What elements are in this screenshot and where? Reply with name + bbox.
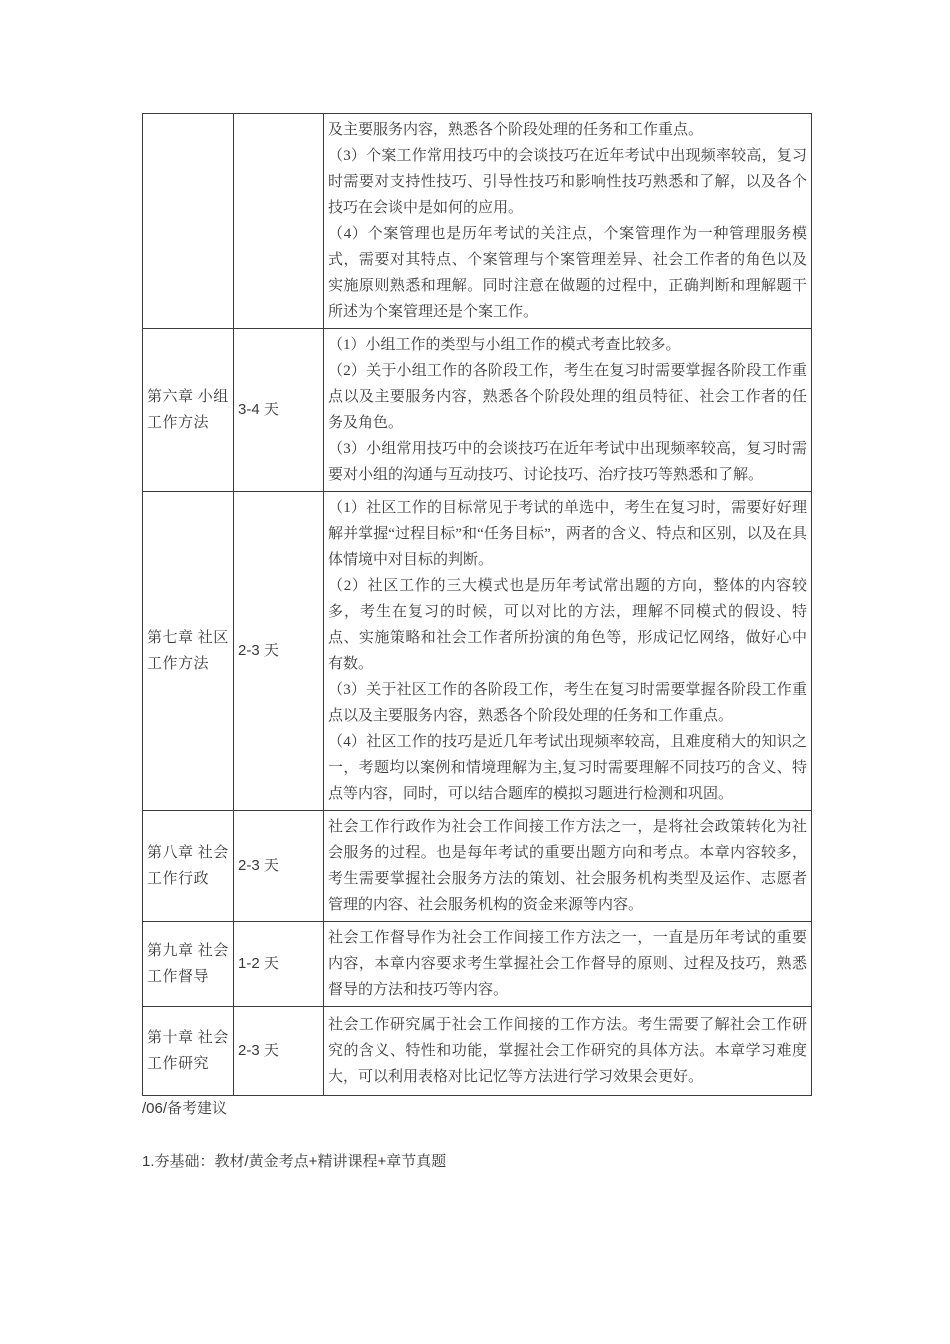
chapter-cell: 第八章 社会工作行政 (143, 811, 234, 922)
note-paragraph: （3）小组常用技巧中的会谈技巧在近年考试中出现频率较高，复习时需要对小组的沟通与互动技巧、讨论技巧、治疗技巧等熟悉和了解。 (328, 441, 807, 483)
table-row (143, 492, 812, 811)
days-cell (234, 114, 324, 329)
notes-cell (324, 922, 812, 1007)
note-paragraph: （3）个案工作常用技巧中的会谈技巧在近年考试中出现频率较高，复习时需要对支持性技巧、引导性技巧和影响性技巧熟悉和了解，以及各个技巧在会谈中是如何的应用。 (328, 148, 807, 216)
note-paragraph: （3）关于社区工作的各阶段工作，考生在复习时需要掌握各阶段工作重点以及主要服务内容，熟悉各个阶段处理的任务和工作重点。 (328, 682, 807, 724)
table-row (143, 811, 812, 922)
note-paragraph: （1）社区工作的目标常见于考试的单选中，考生在复习时，需要好好理解并掌握“过程目标”和“任务目标”，两者的含义、特点和区别，以及在具体情境中对目标的判断。 (328, 500, 807, 568)
table-row (143, 922, 812, 1007)
chapter-cell (143, 114, 234, 329)
note-paragraph: （2）关于小组工作的各阶段工作，考生在复习时需要掌握各阶段工作重点以及主要服务内容，熟悉各个阶段处理的组员特征、社会工作者的任务及角色。 (328, 363, 807, 431)
notes-cell (324, 1007, 812, 1096)
table-row (143, 329, 812, 492)
notes-cell (324, 329, 812, 492)
table-row (143, 1007, 812, 1096)
days-cell: 2-3 天 (234, 1007, 324, 1096)
section-heading: /06/备考建议 (142, 1100, 228, 1117)
note-paragraph: 社会工作行政作为社会工作间接工作方法之一，是将社会政策转化为社会服务的过程。也是每年考试的重要出题方向和考点。本章内容较多，考生需要掌握社会服务方法的策划、社会服务机构类型及运作、志愿者管理的内容、社会服务机构的资金来源等内容。 (328, 819, 807, 913)
table-row (143, 114, 812, 329)
note-paragraph: （4）个案管理也是历年考试的关注点，个案管理作为一种管理服务模式，需要对其特点、个案管理与个案管理差异、社会工作者的角色以及实施原则熟悉和理解。同时注意在做题的过程中，正确判断和理解题干所述为个案管理还是个案工作。 (328, 226, 807, 320)
notes-cell (324, 114, 812, 329)
chapter-cell: 第七章 社区工作方法 (143, 492, 234, 811)
note-paragraph: （1）小组工作的类型与小组工作的模式考查比较多。 (328, 337, 681, 353)
days-cell: 2-3 天 (234, 492, 324, 811)
chapter-cell: 第十章 社会工作研究 (143, 1007, 234, 1096)
notes-cell (324, 492, 812, 811)
advice-item: 1.夯基础：教材/黄金考点+精讲课程+章节真题 (142, 1153, 447, 1170)
chapter-cell: 第六章 小组工作方法 (143, 329, 234, 492)
days-cell: 1-2 天 (234, 922, 324, 1007)
days-cell: 3-4 天 (234, 329, 324, 492)
notes-cell (324, 811, 812, 922)
chapter-cell: 第九章 社会工作督导 (143, 922, 234, 1007)
days-cell: 2-3 天 (234, 811, 324, 922)
note-paragraph: 社会工作研究属于社会工作间接的工作方法。考生需要了解社会工作研究的含义、特性和功能，掌握社会工作研究的具体方法。本章学习难度大，可以利用表格对比记忆等方法进行学习效果会更好。 (328, 1017, 807, 1085)
note-paragraph: （4）社区工作的技巧是近几年考试出现频率较高，且难度稍大的知识之一，考题均以案例和情境理解为主,复习时需要理解不同技巧的含义、特点等内容，同时，可以结合题库的模拟习题进行检测和巩固。 (328, 734, 807, 802)
study-plan-table (142, 113, 812, 1096)
note-paragraph: 社会工作督导作为社会工作间接工作方法之一，一直是历年考试的重要内容，本章内容要求考生掌握社会工作督导的原则、过程及技巧，熟悉督导的方法和技巧等内容。 (328, 930, 807, 998)
note-paragraph: （2）社区工作的三大模式也是历年考试常出题的方向，整体的内容较多，考生在复习的时候，可以对比的方法，理解不同模式的假设、特点、实施策略和社会工作者所扮演的角色等，形成记忆网络，做好心中有数。 (328, 578, 807, 672)
note-paragraph: 及主要服务内容，熟悉各个阶段处理的任务和工作重点。 (328, 122, 704, 138)
